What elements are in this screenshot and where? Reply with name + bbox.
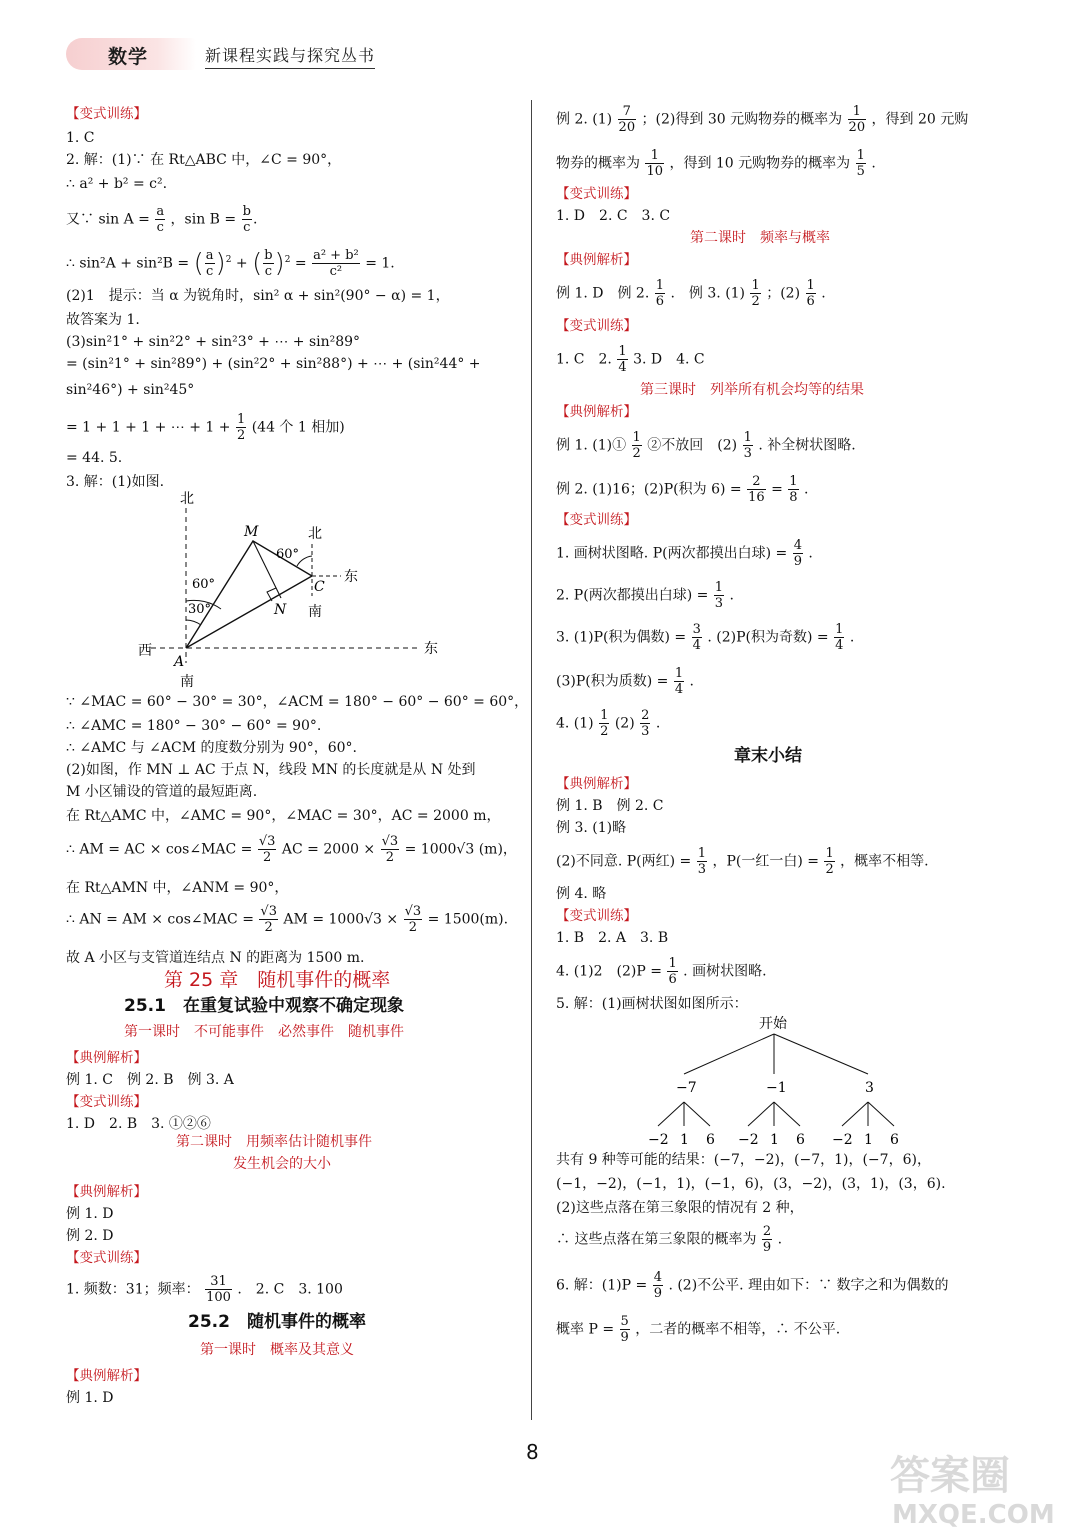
answer-line: ∴ ∠AMC = 180° − 30° − 60° = 90°.	[66, 718, 322, 734]
fraction: $\frac{1}{4}$	[618, 344, 627, 375]
header-series-title: 新课程实践与探究丛书	[205, 43, 375, 69]
fraction: $\frac{1}{6}$	[806, 278, 815, 309]
point-m-label: M	[244, 524, 259, 540]
lesson-title: 发生机会的大小	[233, 1156, 331, 1172]
section-tag: 【变式训练】	[556, 908, 637, 924]
answer-line: 在 Rt△AMC 中，∠AMC = 90°，∠MAC = 30°，AC = 2000 m，	[66, 808, 501, 824]
section-tag: 【变式训练】	[66, 106, 147, 122]
fraction: $\frac{1}{3}$	[714, 580, 724, 611]
tree-node: −7	[676, 1080, 697, 1096]
section-tag: 【典例解析】	[556, 404, 637, 420]
answer-line: (2)不同意. P(两红) = $\frac{1}{3}$ ，P(一红一白) = $\frac{1}{2}$ ，概率不相等.	[556, 846, 929, 877]
answer-line: ∴ 这些点落在第三象限的概率为 $\frac{2}{9}$ .	[556, 1224, 783, 1255]
answer-line: 例 2. (1)16；(2)P(积为 6) = $\frac{2}{16}$ = $\frac{1}{8}$ .	[556, 474, 809, 505]
lesson-title: 第一课时 概率及其意义	[200, 1342, 354, 1358]
fraction: $\frac{2}{9}$	[762, 1224, 772, 1255]
point-a-label: A	[174, 654, 185, 670]
fraction: $\frac{5}{9}$	[620, 1314, 629, 1345]
answer-line: ∴ ∠AMC 与 ∠ACM 的度数分别为 90°，60°.	[66, 740, 358, 756]
tree-leaf: 1	[680, 1132, 689, 1146]
summary-title: 章末小结	[734, 746, 802, 766]
watermark-url: MXQE.COM	[892, 1500, 1055, 1530]
answer-line: (3)P(积为质数) = $\frac{1}{4}$ .	[556, 666, 694, 697]
section-title: 25.2 随机事件的概率	[188, 1312, 366, 1332]
answer-line: 6. 解：(1)P = $\frac{4}{9}$ . (2)不公平. 理由如下：∵ 数字之和为偶数的	[556, 1270, 949, 1301]
answer-line: ∴ AN = AM × cos∠MAC = $\frac{√3}{2}$ AM = 1000√3 × $\frac{√3}{2}$ = 1500(m).	[66, 904, 509, 935]
answer-line: 例 1. B 例 2. C	[556, 798, 664, 814]
answer-line: (2)如图，作 MN ⊥ AC 于点 N，线段 MN 的长度就是从 N 处到	[66, 762, 476, 778]
fraction: $\frac{1}{8}$	[789, 474, 798, 505]
answer-line: 例 3. (1)略	[556, 820, 627, 836]
answer-line: 共有 9 种等可能的结果：(−7，−2)，(−7，1)，(−7，6)，	[556, 1152, 931, 1168]
label-south: 南	[180, 674, 194, 688]
geometry-figure	[136, 488, 496, 688]
fraction: $\frac{1}{6}$	[668, 956, 677, 987]
section-tag: 【变式训练】	[556, 512, 637, 528]
point-c-label: C	[314, 579, 325, 595]
tree-leaf: 6	[890, 1132, 899, 1146]
point-n-label: N	[274, 602, 287, 618]
chapter-title: 第 25 章 随机事件的概率	[164, 969, 391, 991]
answer-line: 例 1. D 例 2. $\frac{1}{6}$ . 例 3. (1) $\frac{1}{2}$ ；(2) $\frac{1}{6}$ .	[556, 278, 826, 309]
tree-leaf: −2	[832, 1132, 853, 1146]
answer-line: 例 1. C 例 2. B 例 3. A	[66, 1072, 234, 1088]
section-tag: 【典例解析】	[66, 1184, 147, 1200]
label-east: 东	[424, 641, 438, 657]
answer-line: 在 Rt△AMN 中，∠ANM = 90°，	[66, 880, 289, 896]
answer-line: 2. P(两次都摸出白球) = $\frac{1}{3}$ .	[556, 580, 734, 611]
answer-line: 3. 解：(1)如图.	[66, 474, 165, 490]
fraction: $\frac{a}{c}$	[205, 248, 214, 279]
label-east: 东	[344, 569, 358, 585]
answer-line: ∴ AM = AC × cos∠MAC = $\frac{√3}{2}$ AC = 2000 × $\frac{√3}{2}$ = 1000√3 (m)，	[66, 834, 517, 865]
answer-line: 3. (1)P(积为偶数) = $\frac{3}{4}$ . (2)P(积为奇数) = $\frac{1}{4}$ .	[556, 622, 855, 653]
tree-leaf: −2	[648, 1132, 669, 1146]
section-tag: 【变式训练】	[556, 318, 637, 334]
section-tag: 【变式训练】	[556, 186, 637, 202]
tree-node: −1	[766, 1080, 787, 1096]
answer-line: 1. D 2. B 3. ①②⑥	[66, 1116, 211, 1132]
fraction: $\frac{b}{c}$	[264, 248, 273, 279]
tree-node: 3	[865, 1080, 874, 1096]
fraction: $\frac{31}{100}$	[206, 1274, 231, 1305]
answer-line: 例 1. D	[66, 1390, 114, 1406]
tree-leaf: −2	[738, 1132, 759, 1146]
fraction: $\frac{1}{3}$	[697, 846, 706, 877]
fraction: $\frac{2}{3}$	[641, 708, 650, 739]
answer-line: 例 4. 略	[556, 886, 607, 902]
fraction: $\frac{1}{6}$	[655, 278, 665, 309]
tree-leaf: 1	[770, 1132, 779, 1146]
fraction: $\frac{1}{3}$	[743, 430, 752, 461]
answer-line: (3)sin²1° + sin²2° + sin²3° + ⋯ + sin²89°	[66, 334, 361, 350]
answer-line: (2)这些点落在第三象限的情况有 2 种，	[556, 1200, 804, 1216]
lesson-title: 第三课时 列举所有机会均等的结果	[640, 382, 864, 398]
section-tag: 【典例解析】	[556, 776, 637, 792]
angle-label: 60°	[276, 547, 300, 562]
fraction: $\frac{1}{2}$	[751, 278, 760, 309]
column-divider	[531, 100, 532, 1420]
answer-line: 1. D 2. C 3. C	[556, 208, 671, 224]
section-tag: 【典例解析】	[66, 1368, 147, 1384]
answer-line: 故 A 小区与支管道连结点 N 的距离为 1500 m.	[66, 950, 365, 966]
fraction: $\frac{1}{20}$	[848, 104, 866, 135]
tree-leaf: 1	[864, 1132, 873, 1146]
watermark-text: 答案圈	[890, 1453, 1010, 1499]
answer-line: ∴ a² + b² = c².	[66, 176, 168, 192]
answer-line: M 小区铺设的管道的最短距离.	[66, 784, 258, 800]
answer-line: 1. B 2. A 3. B	[556, 930, 669, 946]
answer-line: 又∵ sin A = $\frac{a}{c}$ ，sin B = $\frac{b}{c}$ .	[66, 204, 258, 235]
fraction: $\frac{√3}{2}$	[404, 904, 422, 935]
fraction: $\frac{1}{4}$	[835, 622, 844, 653]
answer-line: = 1 + 1 + 1 + ⋯ + 1 + $\frac{1}{2}$ (44 个 1 相加)	[66, 412, 345, 443]
watermark-logo	[880, 1445, 1060, 1530]
answer-line: 例 1. D	[66, 1206, 114, 1222]
answer-line: 1. C	[66, 130, 95, 146]
lesson-title: 第二课时 频率与概率	[690, 230, 830, 246]
fraction: $\frac{√3}{2}$	[260, 904, 277, 935]
answer-line: 5. 解：(1)画树状图如图所示：	[556, 996, 748, 1012]
fraction: $\frac{√3}{2}$	[258, 834, 276, 865]
section-tag: 【典例解析】	[556, 252, 637, 268]
answer-line: ∴ sin²A + sin²B = ( $\frac{a}{c}$ )$^2$ + ( $\frac{b}{c}$ )$^2$ = $\frac{\text{a² + b²}}{\text{c²}}$ = 1.	[66, 248, 395, 279]
fraction: $\frac{1}{4}$	[674, 666, 684, 697]
answer-line: 例 2. (1) $\frac{7}{20}$ ；(2)得到 30 元购物券的概率为 $\frac{1}{20}$ ，得到 20 元购	[556, 104, 969, 135]
answer-line: 1. 画树状图略. P(两次都摸出白球) = $\frac{4}{9}$ .	[556, 538, 813, 569]
fraction: $\frac{b}{c}$	[242, 204, 251, 235]
fraction: $\frac{√3}{2}$	[381, 834, 399, 865]
fraction: $\frac{4}{9}$	[793, 538, 802, 569]
label-north: 北	[180, 491, 194, 507]
answer-line: 1. 频数：31；频率： $\frac{31}{100}$ . 2. C 3. 100	[66, 1274, 343, 1305]
answer-line: (2)1 提示：当 α 为锐角时，sin² α + sin²(90° − α) = 1，	[66, 288, 450, 304]
section-title: 25.1 在重复试验中观察不确定现象	[124, 996, 404, 1016]
angle-label: 60°	[192, 577, 216, 592]
tree-leaf: 6	[706, 1132, 715, 1146]
answer-line: 2. 解：(1)∵ 在 Rt△ABC 中，∠C = 90°，	[66, 152, 342, 168]
header-subject: 数学	[108, 46, 149, 68]
label-north: 北	[308, 526, 322, 542]
answer-line: 4. (1)2 (2)P = $\frac{1}{6}$ . 画树状图略.	[556, 956, 767, 987]
tree-diagram	[646, 1014, 1006, 1146]
label-south: 南	[308, 604, 322, 620]
answer-line: ∵ ∠MAC = 60° − 30° = 30°，∠ACM = 180° − 60° − 60° = 60°，	[66, 694, 529, 710]
tree-leaf: 6	[796, 1132, 805, 1146]
answer-line: = 44. 5.	[66, 450, 123, 466]
fraction: $\frac{2}{16}$	[748, 474, 765, 505]
answer-line: 例 2. D	[66, 1228, 114, 1244]
tree-root: 开始	[759, 1016, 787, 1032]
fraction: $\frac{\text{a² + b²}}{\text{c²}}$	[313, 248, 359, 279]
page-number: 8	[526, 1440, 539, 1464]
section-tag: 【变式训练】	[66, 1094, 147, 1110]
fraction: $\frac{1}{2}$	[632, 430, 641, 461]
fraction: $\frac{a}{c}$	[156, 204, 165, 235]
answer-line: sin²46°) + sin²45°	[66, 382, 195, 398]
fraction: $\frac{1}{10}$	[646, 148, 663, 179]
section-tag: 【变式训练】	[66, 1250, 147, 1266]
section-tag: 【典例解析】	[66, 1050, 147, 1066]
fraction: $\frac{4}{9}$	[653, 1270, 662, 1301]
answer-line: 例 1. (1)① $\frac{1}{2}$ ②不放回 (2) $\frac{1}{3}$ . 补全树状图略.	[556, 430, 856, 461]
fraction: $\frac{3}{4}$	[692, 622, 701, 653]
answer-line: 物券的概率为 $\frac{1}{10}$ ，得到 10 元购物券的概率为 $\frac{1}{5}$ .	[556, 148, 876, 179]
answer-line: 4. (1) $\frac{1}{2}$ (2) $\frac{2}{3}$ .	[556, 708, 661, 739]
fraction: $\frac{1}{2}$	[600, 708, 609, 739]
answer-line: 概率 P = $\frac{5}{9}$ ，二者的概率不相等，∴ 不公平.	[556, 1314, 841, 1345]
answer-line: 故答案为 1.	[66, 312, 140, 328]
answer-line: 1. C 2. $\frac{1}{4}$ 3. D 4. C	[556, 344, 705, 375]
fraction: $\frac{1}{2}$	[236, 412, 246, 443]
answer-line: (−1，−2)，(−1，1)，(−1，6)，(3，−2)，(3，1)，(3，6).	[556, 1176, 946, 1192]
label-west: 西	[138, 643, 152, 659]
answer-line: = (sin²1° + sin²89°) + (sin²2° + sin²88°) + ⋯ + (sin²44° +	[66, 356, 481, 372]
fraction: $\frac{7}{20}$	[618, 104, 636, 135]
lesson-title: 第一课时 不可能事件 必然事件 随机事件	[124, 1024, 404, 1040]
fraction: $\frac{1}{2}$	[825, 846, 834, 877]
angle-label: 30°	[188, 602, 212, 617]
fraction: $\frac{1}{5}$	[856, 148, 865, 179]
lesson-title: 第二课时 用频率估计随机事件	[176, 1134, 372, 1150]
